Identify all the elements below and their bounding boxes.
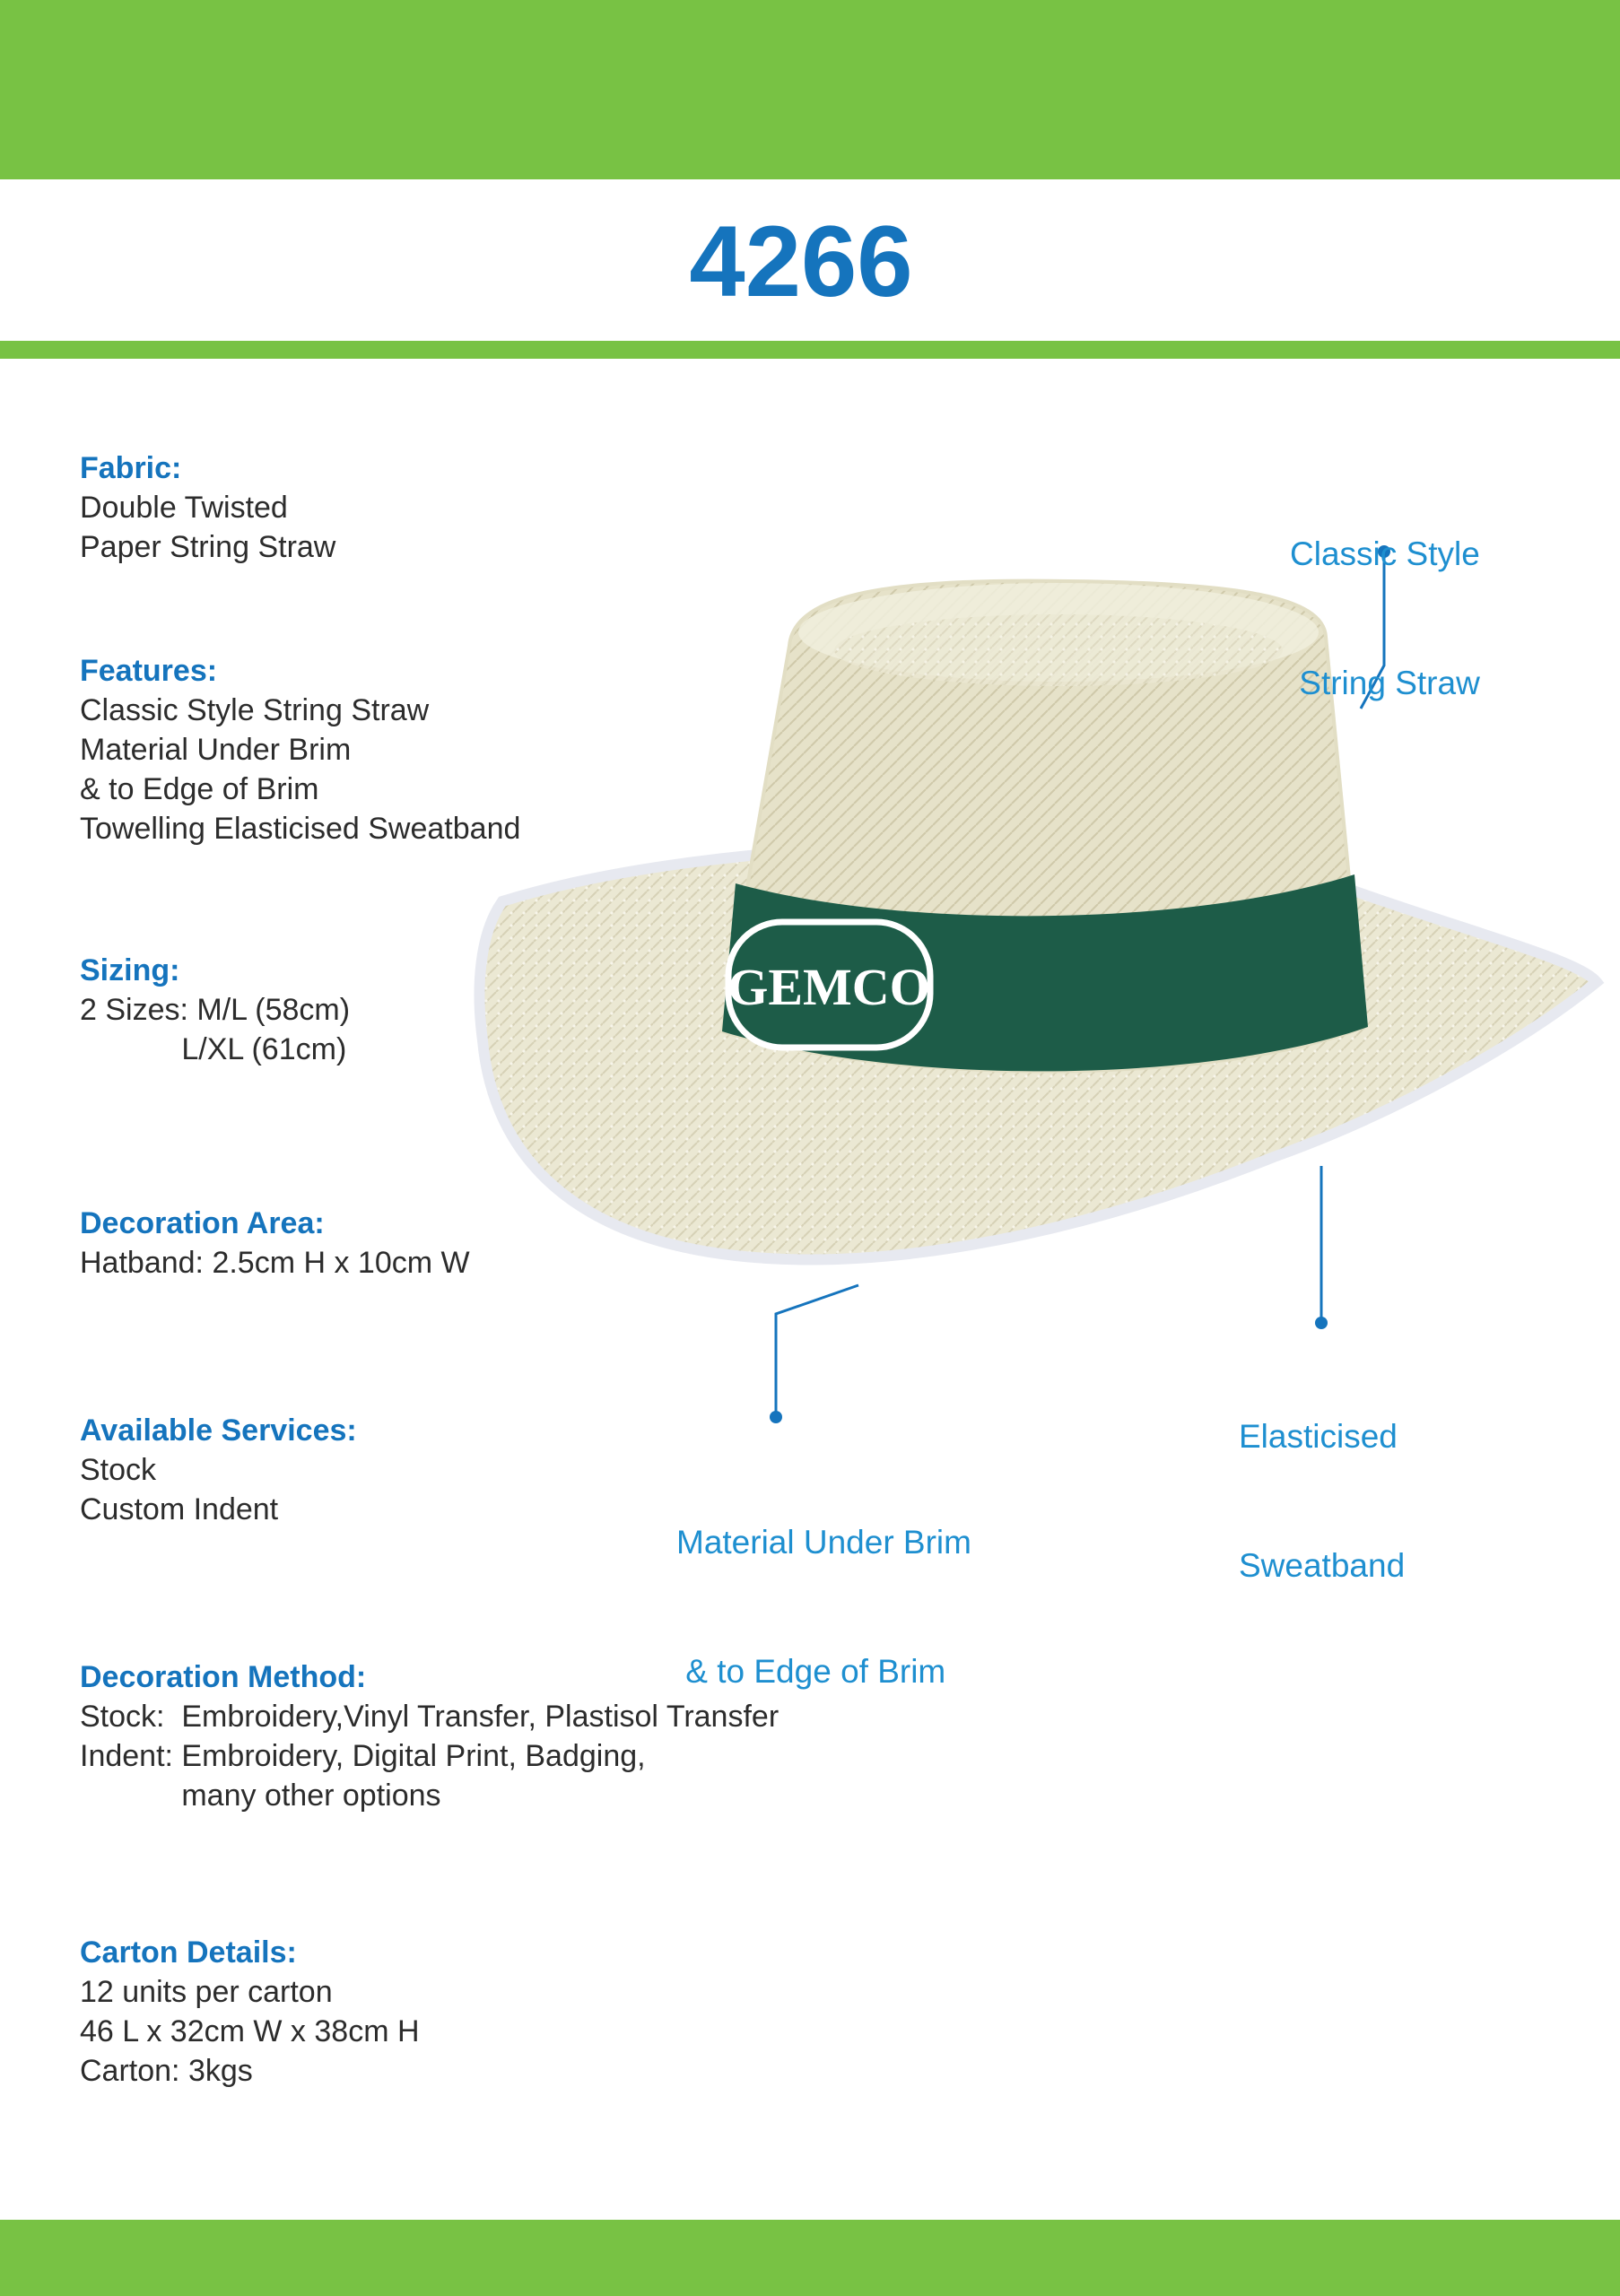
spec-heading: Sizing:	[80, 953, 180, 987]
spec-heading: Fabric:	[80, 451, 182, 485]
spec-carton	[80, 1933, 420, 2091]
spec-line: & to Edge of Brim	[80, 772, 319, 806]
callout-sweatband	[1239, 1329, 1405, 1631]
callout-line-brim	[776, 1285, 858, 1417]
callout-line-text: String Straw	[1290, 665, 1480, 701]
spec-line: Stock: Embroidery,Vinyl Transfer, Plastisol Transfer	[80, 1700, 780, 1734]
spec-line: 2 Sizes: M/L (58cm)	[80, 993, 351, 1027]
spec-heading: Available Services:	[80, 1413, 357, 1448]
product-code: 4266	[689, 205, 913, 317]
spec-fabric	[80, 448, 335, 567]
hatband-logo-text: GEMCO	[727, 958, 930, 1016]
spec-line: L/XL (61cm)	[80, 1032, 347, 1066]
spec-line: Carton: 3kgs	[80, 2054, 253, 2088]
callout-dot-brim	[770, 1411, 782, 1423]
spec-decoration-area	[80, 1204, 470, 1283]
spec-line: Stock	[80, 1453, 157, 1487]
callout-line-text: Elasticised	[1239, 1418, 1398, 1455]
spec-heading: Features:	[80, 654, 218, 688]
spec-heading: Decoration Method:	[80, 1660, 367, 1694]
spec-line: many other options	[80, 1779, 441, 1813]
spec-heading: Carton Details:	[80, 1935, 297, 1970]
spec-line: Custom Indent	[80, 1492, 279, 1526]
spec-sizing	[80, 951, 350, 1069]
spec-line: Paper String Straw	[80, 530, 336, 564]
callout-brim	[676, 1435, 971, 1736]
callout-dot-sweatband	[1315, 1317, 1328, 1329]
spec-decoration-method	[80, 1657, 779, 1815]
callout-line-text: Material Under Brim	[676, 1524, 971, 1561]
spec-line: Material Under Brim	[80, 733, 352, 767]
callout-line-text: & to Edge of Brim	[676, 1653, 946, 1690]
spec-line: Double Twisted	[80, 491, 288, 525]
spec-services	[80, 1411, 357, 1529]
spec-line: Hatband: 2.5cm H x 10cm W	[80, 1246, 470, 1280]
callout-line-text: Classic Style	[1290, 535, 1480, 572]
callout-classic-style	[1290, 447, 1480, 748]
spec-line: 46 L x 32cm W x 38cm H	[80, 2014, 420, 2048]
callout-line-text: Sweatband	[1239, 1547, 1406, 1584]
spec-line: Towelling Elasticised Sweatband	[80, 812, 521, 846]
spec-line: Indent: Embroidery, Digital Print, Badging,	[80, 1739, 646, 1773]
spec-heading: Decoration Area:	[80, 1206, 325, 1240]
bottom-green-band	[0, 2220, 1620, 2296]
spec-line: 12 units per carton	[80, 1975, 333, 2009]
spec-line: Classic Style String Straw	[80, 693, 430, 727]
spec-features	[80, 651, 520, 848]
